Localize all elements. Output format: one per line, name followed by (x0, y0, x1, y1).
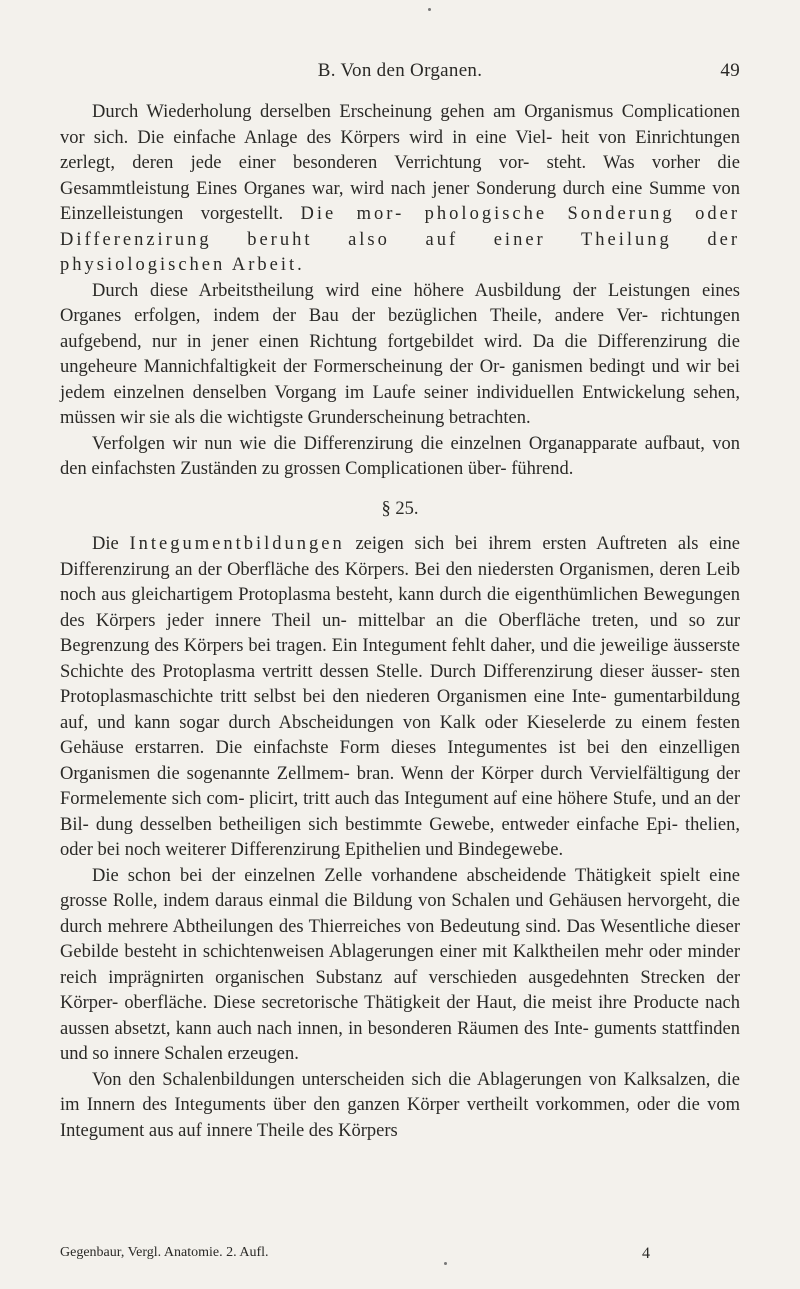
paragraph-6: Von den Schalenbildungen unterscheiden sich die Ablagerungen von Kalksalzen, die im Innern des Integuments über den ganzen Körper vertheilt vorkommen, oder die vom Integument aus auf innere Theile des Körpers (60, 1069, 740, 1141)
signature-mark: 4 (642, 1245, 650, 1262)
paragraph-4-text: zeigen sich bei ihrem ersten Auftreten als eine Differenzirung an der Oberfläche des Körpers. Bei den niedersten Organismen, deren Leib noch aus gleichartigem Protoplasma besteht, kann durch die eigenthümlichen Bewegungen des Körpers jeder innere Theil un- mittelbar an die Oberfläche treten, und so zur Begrenzung des Körpers bei tragen. Ein Integument fehlt daher, und die jeweilige äusserste Schichte des Protoplasma vertritt dessen Stelle. Durch Differenzirung dieser äusser- sten Protoplasmaschichte tritt selbst bei den niederen Organismen eine Inte- gumentarbildung auf, und kann sogar durch Abscheidungen von Kalk oder Kieselerde zu einem festen Gehäuse erstarren. Die einfachste Form dieses Integumentes ist bei den einzelligen Organismen die sogenannte Zellmem- bran. Wenn der Körper durch Vervielfältigung der Formelemente sich com- plicirt, tritt auch das Integument auf eine höhere Stufe, und an der Bil- dung desselben betheiligen sich bestimmte Gewebe, entweder einfache Epi- thelien, oder bei noch weiterer Differenzirung Epithelien und Bindegewebe. (60, 534, 740, 860)
paragraph-4 (60, 532, 740, 864)
section-heading: § 25. (381, 498, 419, 519)
paper-speck (428, 8, 431, 11)
paragraph-5: Die schon bei der einzelnen Zelle vorhandene abscheidende Thätigkeit spielt eine grosse Rolle, indem daraus einmal die Bildung von Schalen und Gehäusen hervorgeht, die durch mehrere Abtheilungen des Thierreiches von Bedeutung sind. Das Wesentliche dieser Gebilde besteht in schichtenweisen Ablagerungen einer mit Kalktheilen mehr oder minder reich imprägnirten organischen Substanz auf verschieden ausgedehnten Strecken der Körper- oberfläche. Diese secretorische Thätigkeit der Haut, die meist ihre Producte nach aussen absetzt, kann auch nach innen, in besonderen Räumen des Inte- guments stattfinden und so innere Schalen erzeugen. (60, 865, 740, 1064)
paragraph-3: Verfolgen wir nun wie die Differenzirung die einzelnen Organapparate aufbaut, von den einfachsten Zuständen zu grossen Complicationen über- führend. (60, 433, 740, 479)
running-header (60, 60, 740, 90)
page-footer (60, 1245, 740, 1261)
paragraph-1-text: Durch Wiederholung derselben Erscheinung gehen am Organismus Complicationen vor sich. Die einfache Anlage des Körpers wird in eine Viel- heit von Einrichtungen zerlegt, deren jede einer besonderen Verrichtung vor- steht. Was vorher die Gesammtleistung Eines Organes war, wird nach jener Sonderung durch eine Summe von Einzelleistungen vorgestellt. (60, 102, 740, 224)
running-title: B. Von den Organen. (317, 60, 483, 81)
paragraph-4-term: Integumentbildungen (129, 534, 345, 554)
paragraph-4-lead: Die (92, 534, 130, 554)
page-number: 49 (720, 60, 740, 81)
body-text (60, 100, 740, 1144)
footer-citation: Gegenbaur, Vergl. Anatomie. 2. Aufl. (60, 1245, 269, 1260)
paragraph-1-emphasis: Die mor- phologische Sonderung oder Differenzirung beruht also auf einer Theilung der physiologischen Arbeit. (60, 204, 740, 275)
paper-speck (444, 1262, 447, 1265)
paragraph-1 (60, 100, 740, 279)
paragraph-2: Durch diese Arbeitstheilung wird eine höhere Ausbildung der Leistungen eines Organes erfolgen, indem der Bau der bezüglichen Theile, andere Ver- richtungen aufgebend, nur in jener einen Richtung fortgebildet wird. Da die Differenzirung die ungeheure Mannichfaltigkeit der Formerscheinung der Or- ganismen bedingt und wir bei jedem einzelnen denselben Vorgang im Laufe seiner individuellen Entwickelung sehen, müssen wir sie als die wichtigste Grunderscheinung betrachten. (60, 280, 740, 428)
